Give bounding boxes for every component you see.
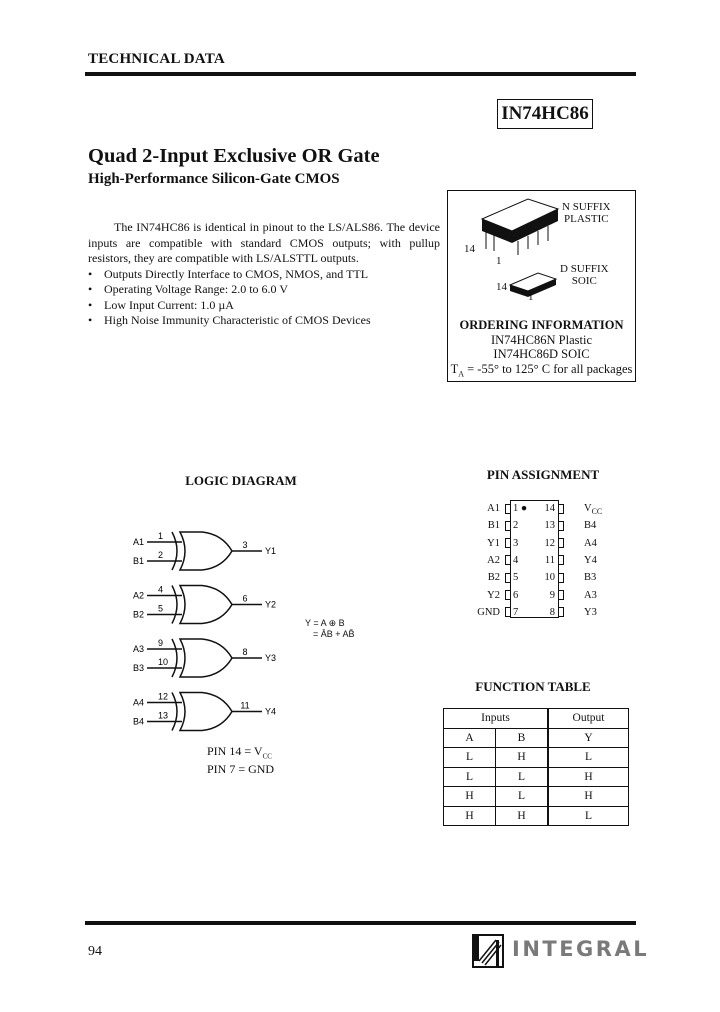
- n-suffix-label: [562, 201, 611, 225]
- pin-assignment-heading: PIN ASSIGNMENT: [486, 467, 600, 482]
- xor-gate: [133, 585, 276, 624]
- ordering-box: [447, 190, 636, 382]
- table-cell: L: [444, 767, 496, 787]
- order-line: IN74HC86N Plastic: [490, 332, 593, 347]
- pin-name-right: A4: [584, 537, 597, 549]
- brand-name: INTEGRAL: [512, 937, 650, 961]
- pin-number-right: 12: [544, 537, 555, 549]
- pin-name-right: A3: [584, 589, 597, 601]
- xor-input-curve: [172, 693, 177, 731]
- pin-number-label: 9: [158, 638, 164, 648]
- pin-name-left: Y2: [487, 589, 500, 601]
- pin-name-left: A2: [487, 554, 500, 566]
- table-cell: H: [444, 787, 496, 807]
- formula-line: Y = A ⊕ B: [305, 618, 345, 628]
- column-header: A: [444, 728, 496, 748]
- order-line: IN74HC86D SOIC: [493, 347, 590, 361]
- pin-number-right: 11: [544, 554, 555, 566]
- input-a-label: A2: [132, 590, 144, 601]
- temp-subscript: A: [458, 369, 464, 378]
- pin-notch-right: [559, 517, 564, 534]
- input-a-label: A3: [132, 644, 144, 654]
- pin-notch-left: [505, 500, 510, 517]
- table-cell: L: [548, 806, 629, 826]
- vcc-note-text: PIN 14 = V: [207, 744, 263, 758]
- feature-item: • Low Input Current: 1.0 µA: [88, 298, 440, 314]
- pin-notch-right: [559, 569, 564, 586]
- dip-package-icon: [482, 199, 558, 255]
- input-b-label: B4: [132, 716, 144, 727]
- pin-name-left: B1: [487, 520, 500, 532]
- gate-body: [180, 639, 232, 677]
- logic-diagram-heading: LOGIC DIAGRAM: [185, 473, 297, 488]
- table-cell: H: [496, 806, 549, 826]
- vcc-sub: CC: [262, 752, 272, 761]
- column-header: Y: [548, 728, 629, 748]
- xor-gate: [133, 692, 276, 731]
- pin-number-left: 6: [513, 589, 519, 601]
- section-header: TECHNICAL DATA: [88, 51, 225, 67]
- function-table-heading: FUNCTION TABLE: [475, 679, 591, 694]
- table-cell: L: [496, 787, 549, 807]
- description-paragraph: The IN74HC86 is identical in pinout to the LS/ALS86. The device inputs are compatible with standard CMOS outputs; with pullup resistors, they are compatible with LS/ALSTTL outputs.: [88, 220, 440, 265]
- xor-gate: [133, 531, 276, 570]
- table-cell: H: [548, 767, 629, 787]
- page-subtitle: High-Performance Silicon-Gate CMOS: [88, 171, 340, 187]
- pin-number-left: 5: [513, 572, 519, 584]
- power-notes: [207, 745, 274, 776]
- pin-number-left: 4: [513, 554, 519, 566]
- pin-number-label: 4: [158, 584, 164, 595]
- top-rule: [85, 72, 636, 76]
- table-header-row: [444, 728, 629, 748]
- xor-formula: [305, 618, 355, 640]
- pin-name-left: Y1: [487, 537, 500, 549]
- table-row: [444, 767, 629, 787]
- pin-name-right: B3: [584, 572, 597, 584]
- pin-number-label: 5: [158, 603, 164, 614]
- gate-body: [180, 532, 232, 570]
- xor-input-curve: [172, 532, 177, 570]
- dip-pin1-label: 1: [496, 255, 502, 267]
- n-suffix: N SUFFIX: [562, 201, 611, 213]
- table-cell: H: [496, 748, 549, 768]
- table-row: [444, 787, 629, 807]
- input-b-label: B3: [132, 663, 144, 673]
- d-type: SOIC: [571, 275, 597, 287]
- ordering-info: [448, 318, 635, 382]
- input-a-label: A4: [132, 697, 144, 708]
- pin-number-label: 11: [240, 700, 250, 711]
- ordering-heading: ORDERING INFORMATION: [459, 318, 624, 332]
- pin-name-left: A1: [487, 503, 500, 514]
- pin-notch-right: [559, 552, 564, 569]
- feature-item: • Operating Voltage Range: 2.0 to 6.0 V: [88, 282, 440, 298]
- table-row: [444, 748, 629, 768]
- d-suffix-label: [560, 263, 609, 287]
- feature-item: • Outputs Directly Interface to CMOS, NMOS, and TTL: [88, 267, 440, 283]
- gnd-note: PIN 7 = GND: [207, 762, 275, 777]
- soic-pin14-label: 14: [496, 281, 507, 293]
- output-group-header: Output: [548, 709, 629, 729]
- output-label: Y3: [265, 653, 277, 663]
- pin-number-left: 3: [513, 537, 519, 549]
- pin-notch-left: [505, 535, 510, 552]
- temp-range: [448, 362, 635, 382]
- page-title: Quad 2-Input Exclusive OR Gate: [88, 145, 380, 167]
- pin-number-right: 9: [549, 589, 555, 601]
- pin-notch-right: [559, 535, 564, 552]
- pin-notch-left: [505, 604, 510, 621]
- pin-notch-left: [505, 569, 510, 586]
- xor-input-curve: [172, 639, 177, 677]
- pin-name-right: $V_{CC}$: [584, 503, 603, 517]
- table-cell: H: [548, 787, 629, 807]
- pin-name-left: B2: [487, 572, 500, 584]
- pin-number-left: 7: [513, 606, 519, 618]
- pin-number-label: 2: [158, 550, 164, 560]
- input-b-label: B2: [132, 609, 144, 620]
- output-label: Y1: [265, 546, 277, 556]
- bottom-rule: [85, 921, 636, 925]
- function-table: [443, 708, 629, 826]
- table-cell: L: [496, 767, 549, 787]
- pin-name-right: B4: [584, 520, 597, 532]
- formula-line: = ĀB + AB̄: [313, 629, 355, 639]
- temp-text: = -55° to 125° C for all packages: [464, 361, 633, 376]
- temp-symbol: T: [450, 361, 459, 376]
- pin-number-right: 10: [544, 572, 555, 584]
- vcc-note: [207, 745, 274, 763]
- pin-notch-left: [505, 552, 510, 569]
- pin-number-label: 3: [242, 540, 248, 550]
- integral-logo-icon: [472, 934, 504, 968]
- feature-item: • High Noise Immunity Characteristic of CMOS Devices: [88, 313, 440, 329]
- pin-number-label: 6: [242, 593, 248, 604]
- feature-list: [88, 267, 440, 329]
- pin-number-label: 1: [158, 531, 164, 541]
- soic-pin1-label: 1: [528, 291, 534, 303]
- table-cell: H: [444, 806, 496, 826]
- pin-number-left: 1 ●: [513, 503, 528, 514]
- pin-name-right: Y3: [584, 606, 597, 618]
- pin-subscript: CC: [591, 507, 603, 517]
- xor-input-curve: [172, 586, 177, 624]
- dip-pin14-label: 14: [464, 243, 475, 255]
- pin-number-label: 10: [158, 657, 169, 667]
- input-b-label: B1: [132, 556, 144, 566]
- column-header: B: [496, 728, 549, 748]
- pin-notch-left: [505, 517, 510, 534]
- part-number-box: IN74HC86: [497, 99, 593, 129]
- d-suffix: D SUFFIX: [560, 263, 609, 275]
- pin-number-right: 8: [549, 606, 555, 618]
- table-row: [444, 806, 629, 826]
- pin-notch-right: [559, 604, 564, 621]
- xor-gate: [133, 638, 276, 677]
- table-group-row: [444, 709, 629, 729]
- pin-number-label: 12: [158, 691, 169, 702]
- input-a-label: A1: [132, 537, 144, 547]
- table-cell: L: [548, 748, 629, 768]
- pin-number-right: 14: [544, 503, 555, 514]
- gate-body: [180, 693, 232, 731]
- pin-name-left: GND: [477, 606, 500, 618]
- pin-notch-right: [559, 500, 564, 517]
- pin-number-label: 8: [242, 647, 248, 657]
- pin-number-left: 2: [513, 520, 519, 532]
- gate-body: [180, 586, 232, 624]
- pin-notch-right: [559, 587, 564, 604]
- pin-number-label: 13: [158, 710, 169, 721]
- description: [88, 220, 440, 329]
- output-label: Y4: [265, 706, 277, 717]
- output-label: Y2: [265, 599, 277, 610]
- n-type: PLASTIC: [563, 213, 609, 225]
- pin-notch-left: [505, 587, 510, 604]
- page-number: 94: [88, 944, 102, 959]
- table-cell: L: [444, 748, 496, 768]
- inputs-group-header: Inputs: [444, 709, 549, 729]
- pin-number-right: 13: [544, 520, 555, 532]
- pin-name-right: Y4: [584, 554, 597, 566]
